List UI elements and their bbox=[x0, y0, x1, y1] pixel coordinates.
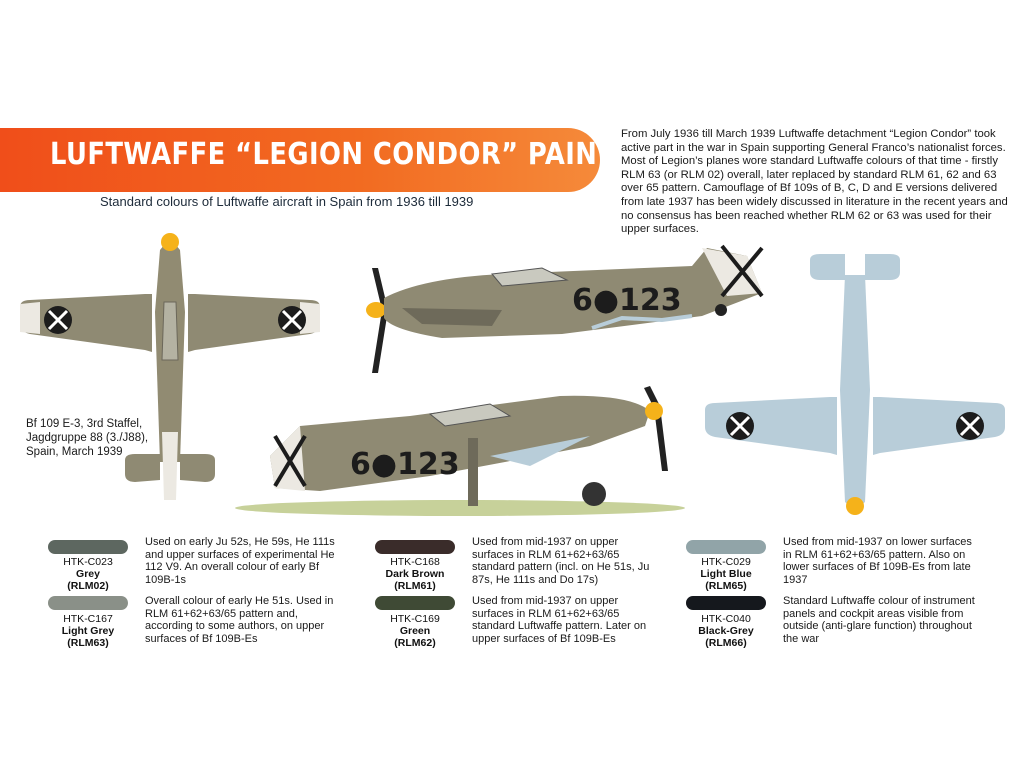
paint-name: Light Grey bbox=[61, 625, 115, 637]
paint-name: Green bbox=[399, 625, 431, 637]
paint-code: HTK-C029 bbox=[701, 556, 751, 568]
paint-description-c169: Used from mid-1937 on upper surfaces in RLM 61+62+63/65 standard Luftwaffe pattern. Later on upper surfaces of Bf 109B-Es bbox=[472, 595, 647, 645]
paint-rlm: (RLM66) bbox=[705, 637, 747, 649]
paint-swatch-c029 bbox=[686, 540, 766, 554]
side-view-code: 6●123 bbox=[572, 283, 682, 318]
paint-name: Grey bbox=[76, 568, 100, 580]
paint-code: HTK-C023 bbox=[63, 556, 113, 568]
paint-code: HTK-C167 bbox=[63, 613, 113, 625]
paint-rlm: (RLM02) bbox=[67, 580, 109, 592]
paint-label-c023 bbox=[33, 556, 143, 592]
paint-description-c029: Used from mid-1937 on lower surfaces in RLM 61+62+63/65 pattern. Also on lower surfaces of Bf 109B-Es from late 1937 bbox=[783, 536, 972, 586]
paint-description-c023: Used on early Ju 52s, He 59s, He 111s and upper surfaces of experimental He 112 V9. An overall colour of early Bf 109B-1s bbox=[145, 536, 335, 586]
paint-code: HTK-C168 bbox=[390, 556, 440, 568]
paint-description-c168: Used from mid-1937 on upper surfaces in RLM 61+62+63/65 standard pattern (incl. on He 51s, Ju 87s, He 111s and Do 17s) bbox=[472, 536, 650, 586]
intro-text: From July 1936 till March 1939 Luftwaffe detachment “Legion Condor” took active part in the war in Spain supporting General Franco’s nationalist forces. Most of Legion’s planes wore standard Luftwaffe colours of that time - firstly RLM 63 (or RLM 02) overall, later replaced by standard RLM 61, 62 and 63 over 65 pattern. Camouflage of Bf 109s of B, C, D and E versions delivered from late 1937 has been widely discussed in literature in the recent years and no consensus has been reached whether RLM 62 or 63 was used for their upper surfaces. bbox=[621, 128, 1008, 236]
paint-label-c167 bbox=[33, 613, 143, 649]
paint-code: HTK-C040 bbox=[701, 613, 751, 625]
paint-label-c040 bbox=[671, 613, 781, 649]
aircraft-bottom-view bbox=[705, 240, 1005, 515]
paint-swatch-c168 bbox=[375, 540, 455, 554]
paint-rlm: (RLM63) bbox=[67, 637, 109, 649]
aircraft-caption bbox=[26, 417, 166, 459]
paint-rlm: (RLM61) bbox=[394, 580, 436, 592]
perspective-view-code: 6●123 bbox=[350, 447, 460, 482]
paint-label-c169 bbox=[360, 613, 470, 649]
paint-swatch-c167 bbox=[48, 596, 128, 610]
paint-code: HTK-C169 bbox=[390, 613, 440, 625]
page-title: LUFTWAFFE “LEGION CONDOR” PAINT SET bbox=[50, 137, 680, 172]
caption-line: Bf 109 E-3, 3rd Staffel, bbox=[26, 418, 143, 430]
paint-name: Black-Grey bbox=[698, 625, 754, 637]
aircraft-perspective-view bbox=[230, 376, 680, 516]
paint-rlm: (RLM62) bbox=[394, 637, 436, 649]
paint-rlm: (RLM65) bbox=[705, 580, 747, 592]
paint-description-c167: Overall colour of early He 51s. Used in RLM 61+62+63/65 pattern and, according to some authors, on upper surfaces of Bf 109B-Es bbox=[145, 595, 334, 645]
caption-line: Jagdgruppe 88 (3./J88), bbox=[26, 432, 149, 444]
paint-name: Dark Brown bbox=[385, 568, 445, 580]
paint-swatch-c040 bbox=[686, 596, 766, 610]
paint-swatch-c169 bbox=[375, 596, 455, 610]
paint-swatch-c023 bbox=[48, 540, 128, 554]
paint-name: Light Blue bbox=[700, 568, 752, 580]
paint-label-c029 bbox=[671, 556, 781, 592]
caption-line: Spain, March 1939 bbox=[26, 446, 123, 458]
paint-label-c168 bbox=[360, 556, 470, 592]
paint-description-c040: Standard Luftwaffe colour of instrument panels and cockpit areas visible from outside (anti-glare function) throughout the war bbox=[783, 595, 975, 645]
page-subtitle: Standard colours of Luftwaffe aircraft in Spain from 1936 till 1939 bbox=[100, 194, 474, 209]
